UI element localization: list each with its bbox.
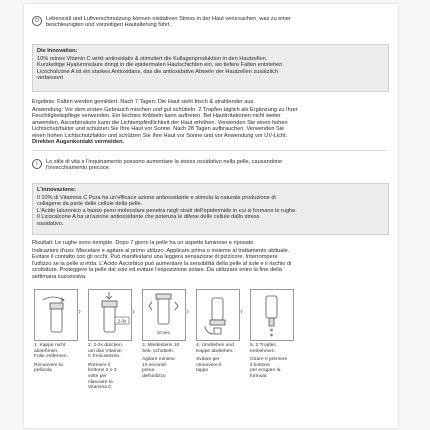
step-1-it-line: pellicola [34,368,52,374]
step-4-illustration [196,289,240,341]
it-intro [46,159,386,172]
de-innovation-box [32,44,389,92]
step-1-de-line: Folie entfernen. [34,354,68,360]
de-usage-line: Feuchtigkeitspflege verwenden. Ein leichtes Kribbeln kann auftreten. Bei Hautirritationen nicht weiter [32,113,281,120]
arrow-right-icon: › [78,306,81,316]
step-2-it-line: volte per [88,373,107,379]
step-4-it-line: Svitare per [196,357,220,363]
step-2-it-line: bottone 2 o 3 [88,368,117,374]
it-usage-line: Evitare il contatto con gli occhi. Può manifestarsi una leggera sensazione di pizzicore. Interrompere [32,254,278,261]
de-innovation-text [37,56,382,82]
de-result: Ergebnis: Falten werden gemildert. Nach 7 Tagen: Die Haut sieht frisch & strahlender aus. [32,99,255,105]
step-2-de-line: um das Vitamin [88,348,122,354]
tear-foil-icon [35,290,77,340]
step-3-it-line: dell'utilizzo [142,373,166,379]
de-intro-line: Lebensstil und Luftverschmutzung können oxidativen Stress in der Haut verursachen, was zu einer [46,16,291,22]
step-3-illustration [142,289,186,341]
step-2-badge: 2-3x [117,318,127,324]
step-5-de-line: entnehmen. [250,348,276,354]
de-usage [32,107,387,145]
step-2-de-line: C freizusetzen. [88,354,121,360]
step-3-it-line: 10 secondi [142,362,166,368]
step-5-it-line: formula [250,373,267,379]
dropper-icon [251,290,293,340]
it-usage-line: l'utilizzo se la pelle si irrita. L'Acido Ascorbico può aumentare la sensibilità della pelle al sole e il rischio di [32,260,292,267]
step-5-it-line: per erogare la [250,368,281,374]
step-5-illustration [250,289,294,341]
arrow-right-icon: › [186,306,189,316]
it-innovation-line: Il Licocalcone A ha un'azione antiossidante che potenzia le difese delle cellule dallo stress [37,214,260,221]
de-usage-line: Anwendung: Vor dem ersten Gebrauch mischen und gut schütteln. 2 Tropfen täglich als Ergänzung zu Ihrer [32,107,298,113]
it-intro-line: Lo stile di vita e l'inquinamento possono aumentare lo stress ossidativo nella pelle, causandone [46,159,283,165]
it-result: Risultati: Le rughe sono riempite. Dopo 7 giorni la pelle ha un aspetto luminoso e riposato. [32,240,255,246]
it-innovation-text [37,195,382,227]
it-innovation-line: Il 10% di Vitamina C Pura ha un'efficace azione antiossidante e stimola la naturale produzione di [37,195,276,201]
de-innovation-line: verbessert [37,75,64,82]
it-usage [32,248,387,280]
step-4-text [196,343,242,374]
step-1-de-line: 1. Kappe nicht [34,343,66,348]
de-usage-line: einen hohen Lichtschutzfaktor und schützen Sie Ihre Haut vor Sonne und vor Anwendung vor UV-Licht. [32,132,287,139]
language-marker-it: I [32,159,42,169]
step-3-it-line: Agitare minimo [142,357,175,363]
step-1-illustration [34,289,78,341]
it-innovation-line: L'Acido Ialuronico a basso peso molecolare penetra negli strati dell'epidermide in cui si formano le rughe. [37,207,297,214]
step-1-de-line: abnehmen, [34,348,59,354]
it-innovation-title: L'innovazione: [37,187,76,193]
step-2-text [88,343,134,391]
de-usage-line: anwenden. Ascorbinsäure kann die Lichtempfindlichkeit der Haut erhöhen. Verwenden Sie einen hohen [32,119,288,126]
step-3-text [142,343,188,380]
step-2-illustration [88,289,132,341]
de-innovation-line: 10% reines Vitamin C wirkt antioxidativ & stimuliert die Kollagenproduktion in den Hautzellen. [37,56,268,62]
de-innovation-line: Kurzkettige Hyaluronsäure dringt in die epidermalen Hautschichten ein, wo tiefere Falten entstehen. [37,62,284,69]
step-3-de-line: Sek. schütteln. [142,348,175,354]
it-innovation-box [32,183,389,235]
shake-bottle-icon [143,290,185,340]
step-3-badge: 10 sec. [156,330,172,335]
de-intro [46,16,386,29]
de-innovation-line: Licochalcone A ist ein starkes Antioxidans, das die antioxidative Abwehr der Hautzellen zusätzlich [37,68,278,75]
step-4-it-line: tappo [196,368,209,374]
package-leaflet [24,4,398,428]
step-3-de-line: 3. Mindestens 10 [142,343,180,348]
step-2-it-line: Vitamina C [88,385,112,391]
step-1-text [34,343,80,374]
de-usage-line: Lichtschutzfaktor und schützen Sie Ihre Haut vor Sonne. Nach 28 Tagen aufbrauchen. Verwenden Sie [32,126,285,133]
step-3-it-line: prima [142,368,155,374]
unscrew-cap-icon [197,290,239,340]
step-2-it-line: Premere il [88,362,111,368]
divider [32,150,387,151]
step-1-it-line: Rimuovere la [34,362,63,368]
it-innovation-line: collagene da parte delle cellule della pelle. [37,201,143,208]
step-4-it-line: rimuovere il [196,362,222,368]
de-innovation-title: Die Innovation: [37,48,78,54]
it-intro-line: l'invecchiamento precoce. [46,165,111,172]
press-button-icon [89,290,131,340]
step-5-de-line: 5. 2 Tropfen [250,343,277,348]
arrow-right-icon: › [240,306,243,316]
language-marker-de: D [32,16,42,26]
step-5-it-line: Girare e premere [250,357,288,363]
step-4-de-line: 4. Umdrehen und [196,343,234,348]
step-2-it-line: rilasciare la [88,379,113,385]
it-innovation-line: ossidativo. [37,220,64,227]
arrow-right-icon: › [132,306,135,316]
de-intro-line: beschleunigten und vorzeitigen Hautalterung führt. [46,22,172,29]
step-2-de-line: 2. 2-3x drücken, [88,343,124,348]
it-usage-line: settimana successiva. [32,273,87,280]
it-usage-line: Indicazioni d'uso: Miscelare e agitare al primo utilizzo. Applicare prima o insieme al trattamento abituale. [32,248,290,254]
de-usage-line: Direkten Augenkontakt vermeiden. [32,139,125,146]
it-usage-line: scottature. Proteggere la pelle dal sole ed evitare l'esposizione solare. Da utilizzare entro la fine della [32,267,282,274]
step-5-it-line: il bottone [250,362,270,368]
step-4-de-line: Kappe abdrehen. [196,348,234,354]
step-5-text [250,343,296,380]
